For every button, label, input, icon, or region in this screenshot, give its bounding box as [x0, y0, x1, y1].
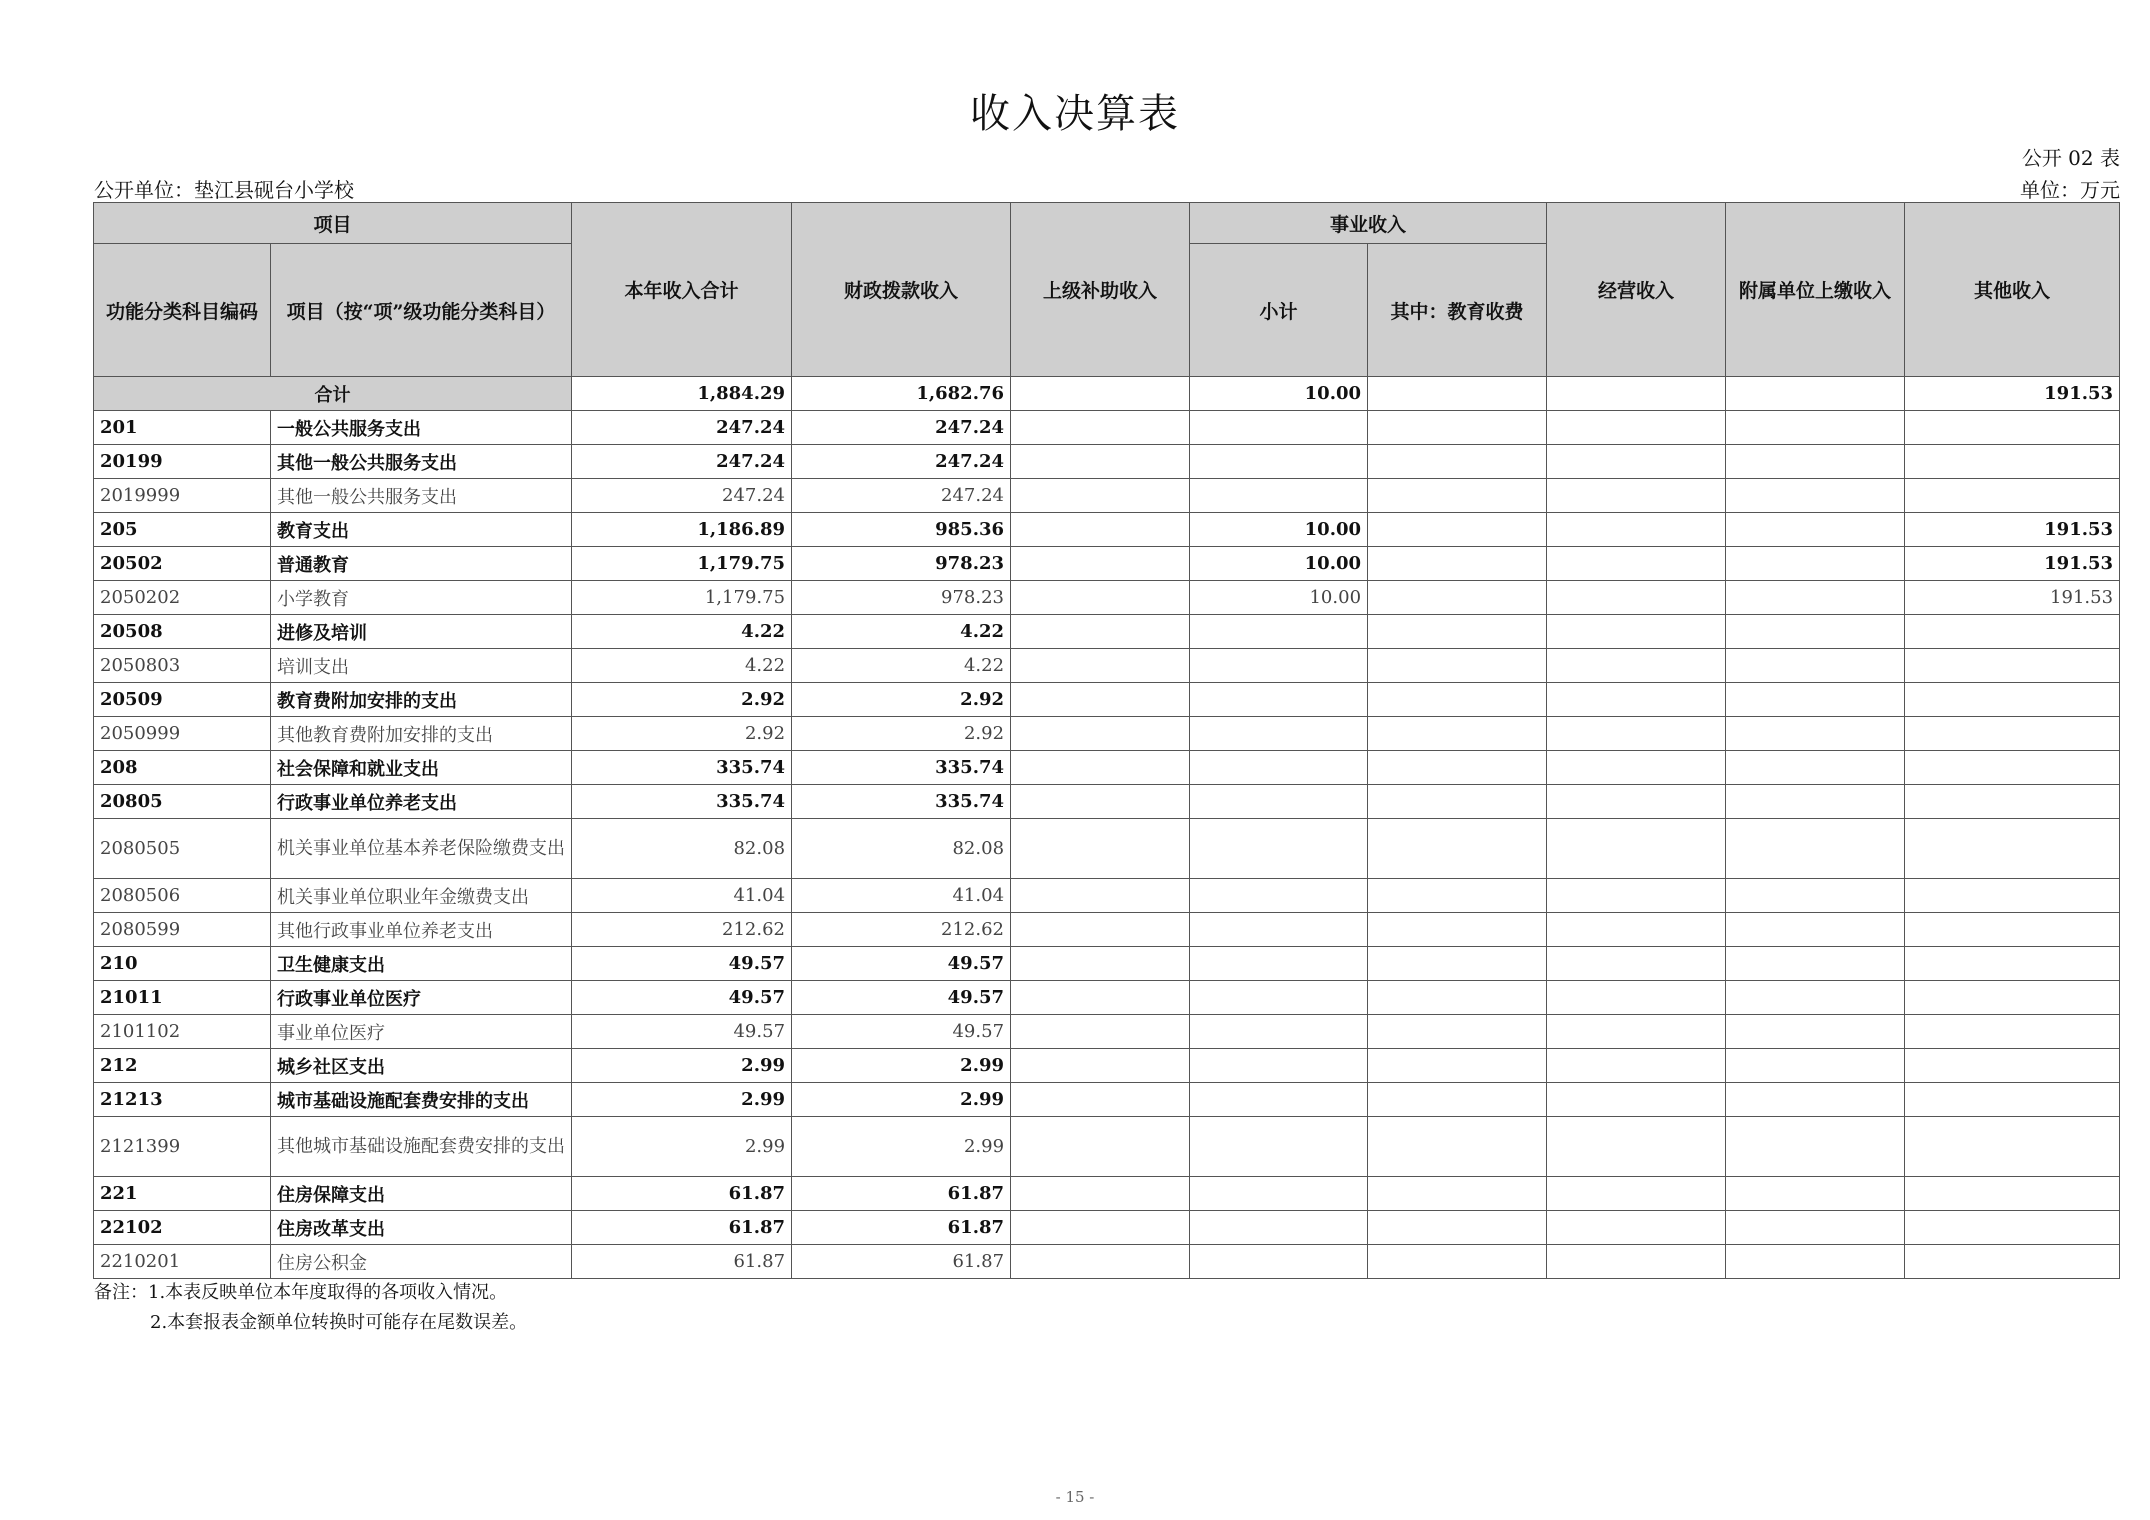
cell-total: 41.04 — [572, 879, 792, 913]
cell-fiscal: 212.62 — [792, 913, 1011, 947]
cell-superior — [1011, 913, 1190, 947]
report-title: 收入决算表 — [970, 91, 1180, 137]
cell-fiscal: 978.23 — [792, 547, 1011, 581]
total-operating — [1547, 377, 1726, 411]
header-code: 功能分类科目编码 — [94, 244, 271, 377]
cell-subtotal — [1190, 649, 1368, 683]
cell-operating — [1547, 785, 1726, 819]
cell-fiscal: 41.04 — [792, 879, 1011, 913]
header-project: 项目 — [94, 203, 572, 244]
cell-subtotal — [1190, 751, 1368, 785]
cell-other — [1905, 913, 2120, 947]
cell-edu-fee — [1368, 411, 1547, 445]
cell-affiliated — [1726, 947, 1905, 981]
cell-code: 205 — [94, 513, 271, 547]
cell-fiscal: 82.08 — [792, 819, 1011, 879]
cell-operating — [1547, 615, 1726, 649]
cell-total: 61.87 — [572, 1177, 792, 1211]
header-subtotal: 小计 — [1190, 244, 1368, 377]
cell-edu-fee — [1368, 913, 1547, 947]
note-1: 备注：1.本表反映单位本年度取得的各项收入情况。 — [94, 1282, 508, 1303]
cell-name: 培训支出 — [271, 649, 572, 683]
cell-affiliated — [1726, 649, 1905, 683]
table-row — [94, 819, 2120, 879]
cell-other — [1905, 879, 2120, 913]
cell-operating — [1547, 683, 1726, 717]
total-label: 合计 — [94, 377, 572, 411]
cell-total: 61.87 — [572, 1245, 792, 1279]
cell-superior — [1011, 547, 1190, 581]
cell-superior — [1011, 649, 1190, 683]
cell-code: 2101102 — [94, 1015, 271, 1049]
cell-superior — [1011, 445, 1190, 479]
cell-code: 21011 — [94, 981, 271, 1015]
cell-name: 其他教育费附加安排的支出 — [271, 717, 572, 751]
table-row — [94, 947, 2120, 981]
cell-code: 201 — [94, 411, 271, 445]
header-superior: 上级补助收入 — [1011, 203, 1190, 377]
cell-code: 20805 — [94, 785, 271, 819]
cell-fiscal: 2.99 — [792, 1117, 1011, 1177]
cell-edu-fee — [1368, 581, 1547, 615]
cell-affiliated — [1726, 1177, 1905, 1211]
cell-affiliated — [1726, 581, 1905, 615]
cell-operating — [1547, 751, 1726, 785]
cell-total: 1,179.75 — [572, 547, 792, 581]
cell-total: 4.22 — [572, 649, 792, 683]
cell-total: 2.99 — [572, 1049, 792, 1083]
cell-fiscal: 985.36 — [792, 513, 1011, 547]
cell-edu-fee — [1368, 947, 1547, 981]
cell-other — [1905, 819, 2120, 879]
table-row — [94, 1049, 2120, 1083]
cell-superior — [1011, 411, 1190, 445]
cell-edu-fee — [1368, 1117, 1547, 1177]
cell-fiscal: 49.57 — [792, 947, 1011, 981]
cell-other — [1905, 1117, 2120, 1177]
cell-code: 221 — [94, 1177, 271, 1211]
cell-total: 4.22 — [572, 615, 792, 649]
table-row — [94, 1245, 2120, 1279]
cell-total: 1,186.89 — [572, 513, 792, 547]
cell-other — [1905, 717, 2120, 751]
table-row — [94, 1117, 2120, 1177]
table-row — [94, 751, 2120, 785]
cell-name: 城乡社区支出 — [271, 1049, 572, 1083]
cell-operating — [1547, 581, 1726, 615]
cell-subtotal — [1190, 717, 1368, 751]
cell-edu-fee — [1368, 445, 1547, 479]
cell-name: 其他城市基础设施配套费安排的支出 — [271, 1117, 572, 1177]
total-other: 191.53 — [1905, 377, 2120, 411]
cell-operating — [1547, 717, 1726, 751]
cell-operating — [1547, 1177, 1726, 1211]
cell-superior — [1011, 981, 1190, 1015]
cell-fiscal: 247.24 — [792, 411, 1011, 445]
cell-code: 2050803 — [94, 649, 271, 683]
cell-total: 49.57 — [572, 981, 792, 1015]
cell-name: 住房保障支出 — [271, 1177, 572, 1211]
table-row — [94, 981, 2120, 1015]
cell-total: 247.24 — [572, 479, 792, 513]
header-operating: 经营收入 — [1547, 203, 1726, 377]
cell-superior — [1011, 479, 1190, 513]
cell-subtotal: 10.00 — [1190, 581, 1368, 615]
cell-operating — [1547, 1245, 1726, 1279]
header-total: 本年收入合计 — [572, 203, 792, 377]
cell-superior — [1011, 1177, 1190, 1211]
cell-total: 2.99 — [572, 1117, 792, 1177]
cell-subtotal — [1190, 479, 1368, 513]
total-row — [94, 377, 2120, 411]
total-edu-fee — [1368, 377, 1547, 411]
cell-fiscal: 2.92 — [792, 683, 1011, 717]
cell-superior — [1011, 1049, 1190, 1083]
cell-code: 2080599 — [94, 913, 271, 947]
cell-superior — [1011, 717, 1190, 751]
cell-superior — [1011, 751, 1190, 785]
cell-operating — [1547, 1211, 1726, 1245]
cell-affiliated — [1726, 879, 1905, 913]
cell-subtotal — [1190, 683, 1368, 717]
cell-name: 进修及培训 — [271, 615, 572, 649]
cell-code: 2210201 — [94, 1245, 271, 1279]
cell-subtotal — [1190, 445, 1368, 479]
total-superior — [1011, 377, 1190, 411]
cell-code: 20509 — [94, 683, 271, 717]
cell-fiscal: 335.74 — [792, 785, 1011, 819]
table-row — [94, 513, 2120, 547]
cell-affiliated — [1726, 717, 1905, 751]
table-row — [94, 683, 2120, 717]
cell-superior — [1011, 581, 1190, 615]
cell-other — [1905, 785, 2120, 819]
cell-edu-fee — [1368, 1177, 1547, 1211]
cell-fiscal: 61.87 — [792, 1245, 1011, 1279]
cell-other: 191.53 — [1905, 547, 2120, 581]
header-edu-fee: 其中：教育收费 — [1368, 244, 1547, 377]
cell-edu-fee — [1368, 479, 1547, 513]
total-fiscal: 1,682.76 — [792, 377, 1011, 411]
cell-affiliated — [1726, 1211, 1905, 1245]
cell-other — [1905, 981, 2120, 1015]
cell-subtotal: 10.00 — [1190, 547, 1368, 581]
cell-subtotal — [1190, 1083, 1368, 1117]
cell-affiliated — [1726, 751, 1905, 785]
cell-total: 49.57 — [572, 947, 792, 981]
cell-edu-fee — [1368, 981, 1547, 1015]
cell-operating — [1547, 1117, 1726, 1177]
cell-operating — [1547, 879, 1726, 913]
cell-fiscal: 4.22 — [792, 615, 1011, 649]
cell-subtotal — [1190, 1049, 1368, 1083]
page-number: - 15 - — [1055, 1488, 1095, 1506]
cell-other — [1905, 649, 2120, 683]
cell-operating — [1547, 513, 1726, 547]
cell-fiscal: 2.99 — [792, 1083, 1011, 1117]
cell-code: 20508 — [94, 615, 271, 649]
table-row — [94, 1177, 2120, 1211]
cell-operating — [1547, 981, 1726, 1015]
table-row — [94, 879, 2120, 913]
cell-name: 行政事业单位养老支出 — [271, 785, 572, 819]
cell-name: 机关事业单位基本养老保险缴费支出 — [271, 819, 572, 879]
cell-name: 其他一般公共服务支出 — [271, 479, 572, 513]
cell-fiscal: 61.87 — [792, 1211, 1011, 1245]
cell-edu-fee — [1368, 1049, 1547, 1083]
income-table — [93, 202, 2120, 1279]
cell-name: 事业单位医疗 — [271, 1015, 572, 1049]
cell-edu-fee — [1368, 513, 1547, 547]
cell-code: 212 — [94, 1049, 271, 1083]
cell-operating — [1547, 547, 1726, 581]
cell-superior — [1011, 947, 1190, 981]
cell-other — [1905, 1083, 2120, 1117]
cell-name: 住房公积金 — [271, 1245, 572, 1279]
cell-name: 机关事业单位职业年金缴费支出 — [271, 879, 572, 913]
cell-name: 其他行政事业单位养老支出 — [271, 913, 572, 947]
cell-total: 2.92 — [572, 717, 792, 751]
cell-fiscal: 49.57 — [792, 1015, 1011, 1049]
table-row — [94, 547, 2120, 581]
notes — [94, 1278, 527, 1338]
cell-edu-fee — [1368, 1015, 1547, 1049]
cell-fiscal: 247.24 — [792, 445, 1011, 479]
cell-code: 2121399 — [94, 1117, 271, 1177]
cell-other — [1905, 1177, 2120, 1211]
cell-edu-fee — [1368, 717, 1547, 751]
cell-operating — [1547, 1083, 1726, 1117]
cell-other — [1905, 751, 2120, 785]
cell-affiliated — [1726, 615, 1905, 649]
cell-other — [1905, 947, 2120, 981]
cell-edu-fee — [1368, 751, 1547, 785]
cell-name: 住房改革支出 — [271, 1211, 572, 1245]
cell-subtotal — [1190, 947, 1368, 981]
cell-code: 2050202 — [94, 581, 271, 615]
header-business: 事业收入 — [1190, 203, 1547, 244]
cell-operating — [1547, 1015, 1726, 1049]
cell-other — [1905, 615, 2120, 649]
cell-affiliated — [1726, 445, 1905, 479]
cell-total: 82.08 — [572, 819, 792, 879]
cell-affiliated — [1726, 913, 1905, 947]
cell-code: 22102 — [94, 1211, 271, 1245]
cell-edu-fee — [1368, 819, 1547, 879]
cell-affiliated — [1726, 513, 1905, 547]
cell-edu-fee — [1368, 615, 1547, 649]
cell-other — [1905, 1211, 2120, 1245]
cell-subtotal — [1190, 819, 1368, 879]
header-affiliated: 附属单位上缴收入 — [1726, 203, 1905, 377]
cell-superior — [1011, 683, 1190, 717]
note-2: 2.本套报表金额单位转换时可能存在尾数误差。 — [150, 1312, 528, 1333]
cell-name: 行政事业单位医疗 — [271, 981, 572, 1015]
cell-name: 其他一般公共服务支出 — [271, 445, 572, 479]
header-name: 项目（按“项”级功能分类科目） — [271, 244, 572, 377]
cell-subtotal — [1190, 1117, 1368, 1177]
cell-edu-fee — [1368, 1083, 1547, 1117]
cell-name: 教育费附加安排的支出 — [271, 683, 572, 717]
cell-other — [1905, 411, 2120, 445]
cell-other — [1905, 445, 2120, 479]
cell-subtotal — [1190, 1245, 1368, 1279]
reporting-unit: 公开单位：垫江县砚台小学校 — [94, 178, 354, 202]
table-row — [94, 1211, 2120, 1245]
cell-total: 247.24 — [572, 411, 792, 445]
cell-subtotal — [1190, 785, 1368, 819]
cell-subtotal: 10.00 — [1190, 513, 1368, 547]
cell-code: 210 — [94, 947, 271, 981]
table-row — [94, 1083, 2120, 1117]
cell-other: 191.53 — [1905, 581, 2120, 615]
cell-operating — [1547, 479, 1726, 513]
table-row — [94, 717, 2120, 751]
cell-code: 21213 — [94, 1083, 271, 1117]
cell-total: 2.92 — [572, 683, 792, 717]
cell-affiliated — [1726, 1015, 1905, 1049]
cell-name: 一般公共服务支出 — [271, 411, 572, 445]
cell-code: 2050999 — [94, 717, 271, 751]
cell-total: 61.87 — [572, 1211, 792, 1245]
cell-other — [1905, 1245, 2120, 1279]
cell-superior — [1011, 1117, 1190, 1177]
cell-superior — [1011, 1083, 1190, 1117]
cell-subtotal — [1190, 879, 1368, 913]
cell-edu-fee — [1368, 785, 1547, 819]
table-row — [94, 411, 2120, 445]
table-row — [94, 1015, 2120, 1049]
cell-code: 20199 — [94, 445, 271, 479]
cell-name: 卫生健康支出 — [271, 947, 572, 981]
cell-other: 191.53 — [1905, 513, 2120, 547]
cell-name: 社会保障和就业支出 — [271, 751, 572, 785]
cell-superior — [1011, 615, 1190, 649]
cell-total: 49.57 — [572, 1015, 792, 1049]
cell-total: 212.62 — [572, 913, 792, 947]
cell-total: 1,179.75 — [572, 581, 792, 615]
total-subtotal: 10.00 — [1190, 377, 1368, 411]
cell-superior — [1011, 1211, 1190, 1245]
cell-superior — [1011, 819, 1190, 879]
total-affiliated — [1726, 377, 1905, 411]
cell-affiliated — [1726, 547, 1905, 581]
cell-affiliated — [1726, 683, 1905, 717]
cell-superior — [1011, 879, 1190, 913]
cell-affiliated — [1726, 819, 1905, 879]
cell-code: 2080505 — [94, 819, 271, 879]
cell-other — [1905, 683, 2120, 717]
cell-code: 20502 — [94, 547, 271, 581]
cell-affiliated — [1726, 1083, 1905, 1117]
cell-operating — [1547, 411, 1726, 445]
cell-operating — [1547, 649, 1726, 683]
currency-unit: 单位：万元 — [2020, 178, 2120, 202]
cell-fiscal: 2.92 — [792, 717, 1011, 751]
cell-code: 2019999 — [94, 479, 271, 513]
form-number: 公开 02 表 — [2021, 146, 2120, 170]
cell-fiscal: 247.24 — [792, 479, 1011, 513]
cell-total: 247.24 — [572, 445, 792, 479]
cell-total: 335.74 — [572, 785, 792, 819]
table-row — [94, 913, 2120, 947]
cell-affiliated — [1726, 479, 1905, 513]
cell-subtotal — [1190, 1015, 1368, 1049]
cell-edu-fee — [1368, 1211, 1547, 1245]
cell-total: 335.74 — [572, 751, 792, 785]
cell-operating — [1547, 1049, 1726, 1083]
table-row — [94, 785, 2120, 819]
cell-superior — [1011, 513, 1190, 547]
cell-edu-fee — [1368, 649, 1547, 683]
cell-other — [1905, 1049, 2120, 1083]
cell-fiscal: 335.74 — [792, 751, 1011, 785]
cell-other — [1905, 479, 2120, 513]
cell-name: 小学教育 — [271, 581, 572, 615]
cell-fiscal: 978.23 — [792, 581, 1011, 615]
cell-superior — [1011, 1015, 1190, 1049]
cell-affiliated — [1726, 1117, 1905, 1177]
header-fiscal: 财政拨款收入 — [792, 203, 1011, 377]
table-row — [94, 649, 2120, 683]
cell-operating — [1547, 947, 1726, 981]
cell-other — [1905, 1015, 2120, 1049]
table-row — [94, 581, 2120, 615]
cell-fiscal: 2.99 — [792, 1049, 1011, 1083]
cell-superior — [1011, 785, 1190, 819]
cell-operating — [1547, 819, 1726, 879]
cell-fiscal: 4.22 — [792, 649, 1011, 683]
cell-edu-fee — [1368, 879, 1547, 913]
table-row — [94, 479, 2120, 513]
cell-edu-fee — [1368, 547, 1547, 581]
table-row — [94, 615, 2120, 649]
cell-operating — [1547, 913, 1726, 947]
cell-superior — [1011, 1245, 1190, 1279]
cell-edu-fee — [1368, 1245, 1547, 1279]
cell-subtotal — [1190, 615, 1368, 649]
cell-code: 208 — [94, 751, 271, 785]
cell-affiliated — [1726, 411, 1905, 445]
cell-affiliated — [1726, 1245, 1905, 1279]
cell-subtotal — [1190, 411, 1368, 445]
cell-fiscal: 61.87 — [792, 1177, 1011, 1211]
cell-subtotal — [1190, 981, 1368, 1015]
cell-subtotal — [1190, 1211, 1368, 1245]
cell-affiliated — [1726, 1049, 1905, 1083]
cell-affiliated — [1726, 981, 1905, 1015]
header-other: 其他收入 — [1905, 203, 2120, 377]
cell-subtotal — [1190, 913, 1368, 947]
cell-operating — [1547, 445, 1726, 479]
cell-name: 城市基础设施配套费安排的支出 — [271, 1083, 572, 1117]
cell-affiliated — [1726, 785, 1905, 819]
cell-code: 2080506 — [94, 879, 271, 913]
table-row — [94, 445, 2120, 479]
cell-name: 教育支出 — [271, 513, 572, 547]
cell-subtotal — [1190, 1177, 1368, 1211]
cell-fiscal: 49.57 — [792, 981, 1011, 1015]
cell-name: 普通教育 — [271, 547, 572, 581]
cell-total: 2.99 — [572, 1083, 792, 1117]
total-total: 1,884.29 — [572, 377, 792, 411]
cell-edu-fee — [1368, 683, 1547, 717]
